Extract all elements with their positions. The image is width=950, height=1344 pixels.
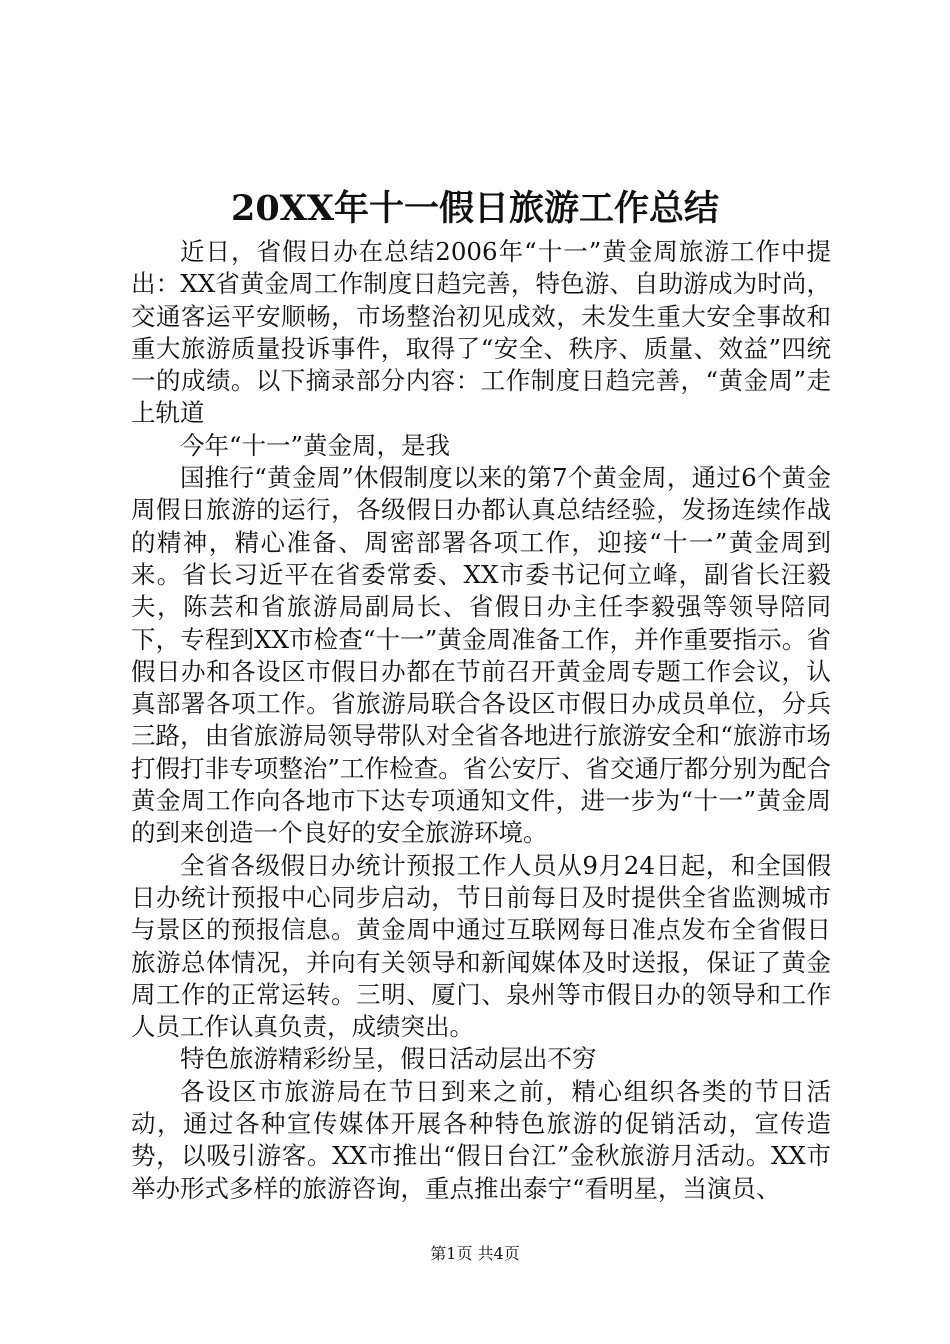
paragraph: 近日，省假日办在总结2006年“十一”黄金周旅游工作中提出：XX省黄金周工作制度日趋完善，特色游、自助游成为时尚，交通客运平安顺畅，市场整治初见成效，未发生重大安全事故和重大旅游质量投诉事件，取得了“安全、秩序、质量、效益”四统一的成绩。以下摘录部分内容：工作制度日趋完善，“黄金周”走上轨道 [131, 237, 831, 428]
section-heading: 特色旅游精彩纷呈，假日活动层出不穷 [180, 1044, 597, 1074]
paragraph: 各设区市旅游局在节日到来之前，精心组织各类的节日活动，通过各种宣传媒体开展各种特色旅游的促销活动，宣传造势，以吸引游客。XX市推出“假日台江”金秋旅游月活动。XX市举办形式多样的旅游咨询，重点推出泰宁“看明星，当演员、 [131, 1076, 831, 1203]
paragraph: 今年“十一”黄金周，是我 [180, 430, 451, 460]
document-title: 20XX年十一假日旅游工作总结 [230, 188, 720, 229]
paragraph: 国推行“黄金周”休假制度以来的第7个黄金周，通过6个黄金周假日旅游的运行，各级假日办都认真总结经验，发扬连续作战的精神，精心准备、周密部署各项工作，迎接“十一”黄金周到来。省长习近平在省委常委、XX市委书记何立峰，副省长汪毅夫，陈芸和省旅游局副局长、省假日办主任李毅强等领导陪同下，专程到XX市检查“十一”黄金周准备工作，并作重要指示。省假日办和各设区市假日办都在节前召开黄金周专题工作会议，认真部署各项工作。省旅游局联合各设区市假日办成员单位，分兵三路，由省旅游局领导带队对全省各地进行旅游安全和“旅游市场打假打非专项整治”工作检查。省公安厅、省交通厅都分别为配合黄金周工作向各地市下达专项通知文件，进一步为“十一”黄金周的到来创造一个良好的安全旅游环境。 [131, 463, 831, 848]
page-footer: 第1页 共4页 [430, 1244, 520, 1263]
paragraph: 全省各级假日办统计预报工作人员从9月24日起，和全国假日办统计预报中心同步启动，节日前每日及时提供全省监测城市与景区的预报信息。黄金周中通过互联网每日准点发布全省假日旅游总体情况，并向有关领导和新闻媒体及时送报，保证了黄金周工作的正常运转。三明、厦门、泉州等市假日办的领导和工作人员工作认真负责，成绩突出。 [131, 850, 831, 1042]
document-body [131, 236, 831, 1205]
